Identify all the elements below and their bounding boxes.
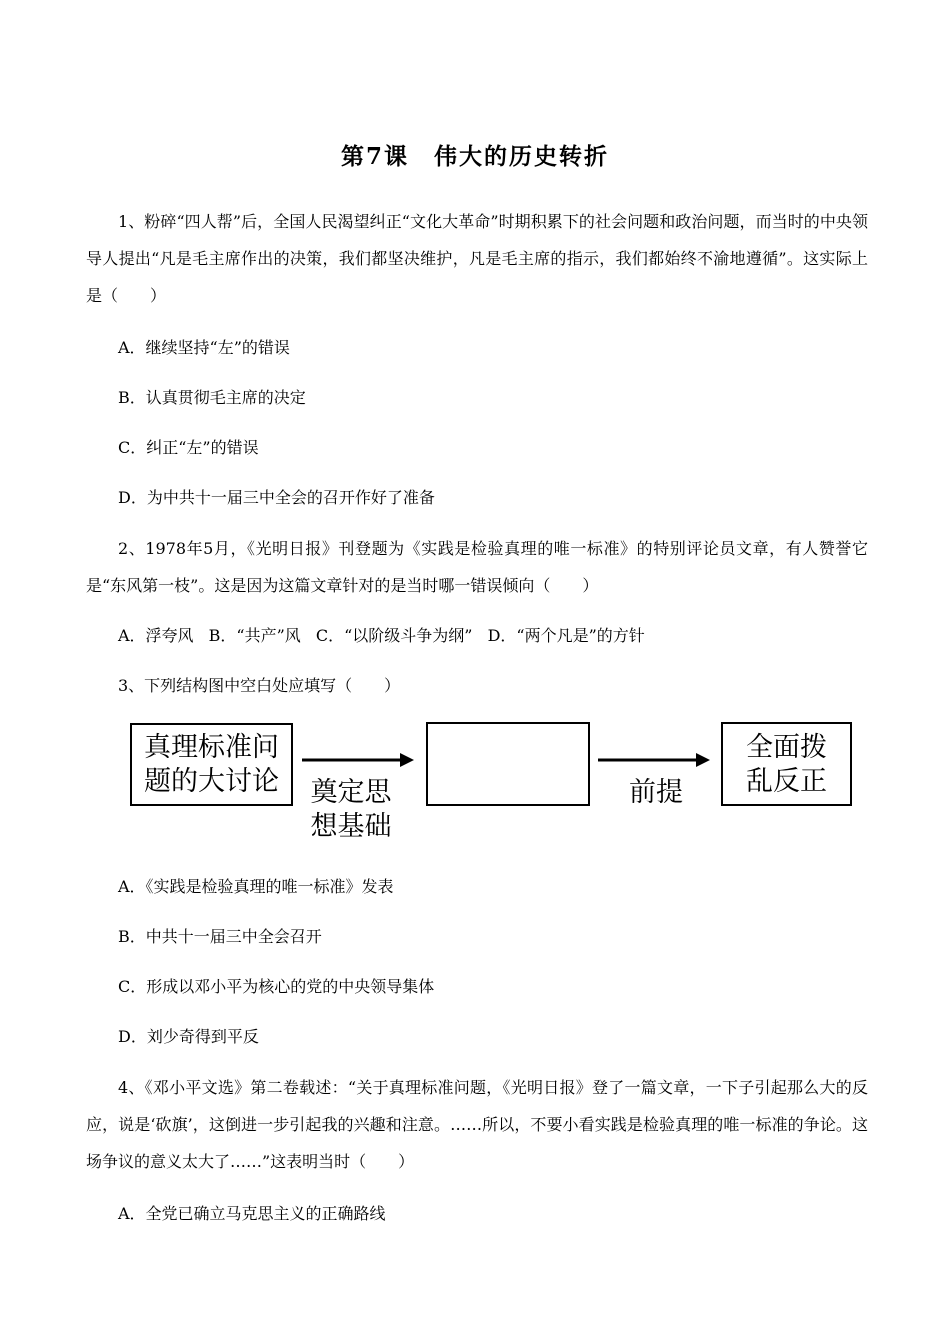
- diagram-arrow-2: [598, 750, 710, 770]
- question-1-option-a: A．继续坚持“左”的错误: [118, 338, 290, 357]
- question-1-option-d: D．为中共十一届三中全会的召开作好了准备: [118, 488, 435, 507]
- question-2-option-b: B．“共产”风: [208, 626, 301, 645]
- question-2-option-c: C．“以阶级斗争为纲”: [315, 626, 473, 645]
- question-3-option-d: D．刘少奇得到平反: [118, 1027, 259, 1046]
- question-2-option-a: A．浮夸风: [118, 626, 194, 645]
- question-2-stem: 2、1978年5月，《光明日报》刊登题为《实践是检验真理的唯一标准》的特别评论员文章，有人赞誉它是“东风第一枝”。这是因为这篇文章针对的是当时哪一错误倾向（ ）: [86, 539, 868, 595]
- diagram-box-rectification: [721, 722, 852, 806]
- lesson-title: 第7课 伟大的历史转折: [340, 143, 609, 170]
- question-3-option-b: B．中共十一届三中全会召开: [118, 927, 322, 946]
- question-3-stem: 3、下列结构图中空白处应填写（ ）: [118, 676, 401, 695]
- question-4-option-a: A．全党已确立马克思主义的正确路线: [118, 1204, 386, 1223]
- diagram-box-rectification-line1: 全面拨: [746, 732, 827, 763]
- question-2-options: [118, 624, 655, 648]
- diagram-arrow-1-label: [302, 776, 400, 844]
- diagram-arrow-1-label-line1: 奠定思: [310, 777, 392, 808]
- diagram-box-rectification-line2: 乱反正: [746, 766, 827, 797]
- diagram-arrow-1: [302, 750, 414, 770]
- diagram-arrow-1-label-line2: 想基础: [310, 811, 392, 842]
- diagram-box-truth-debate-line2: 题的大讨论: [144, 766, 279, 797]
- question-1-stem: 1、粉碎“四人帮”后，全国人民渴望纠正“文化大革命”时期积累下的社会问题和政治问题，而当时的中央领导人提出“凡是毛主席作出的决策，我们都坚决维护，凡是毛主席的指示，我们都始终不渝地遵循”。这实际上是（ ）: [86, 212, 868, 305]
- question-2-option-d: D．“两个凡是”的方针: [487, 626, 645, 645]
- diagram-arrow-2-label: 前提: [629, 777, 683, 808]
- question-3-option-a: A．《实践是检验真理的唯一标准》发表: [118, 877, 394, 896]
- question-1-option-c: C．纠正“左”的错误: [118, 438, 259, 457]
- question-3-option-c: C．形成以邓小平为核心的党的中央领导集体: [118, 977, 435, 996]
- question-1-option-b: B．认真贯彻毛主席的决定: [118, 388, 306, 407]
- diagram-box-truth-debate: [130, 723, 293, 806]
- diagram-box-blank: [426, 722, 590, 806]
- question-4-stem: 4、《邓小平文选》第二卷载述：“关于真理标准问题，《光明日报》登了一篇文章，一下子引起那么大的反应，说是‘砍旗’，这倒进一步引起我的兴趣和注意。……所以，不要小看实践是检验真理的唯一标准的争论。这场争议的意义太大了……”这表明当时（ ）: [86, 1078, 868, 1171]
- diagram-box-truth-debate-line1: 真理标准问: [144, 732, 279, 763]
